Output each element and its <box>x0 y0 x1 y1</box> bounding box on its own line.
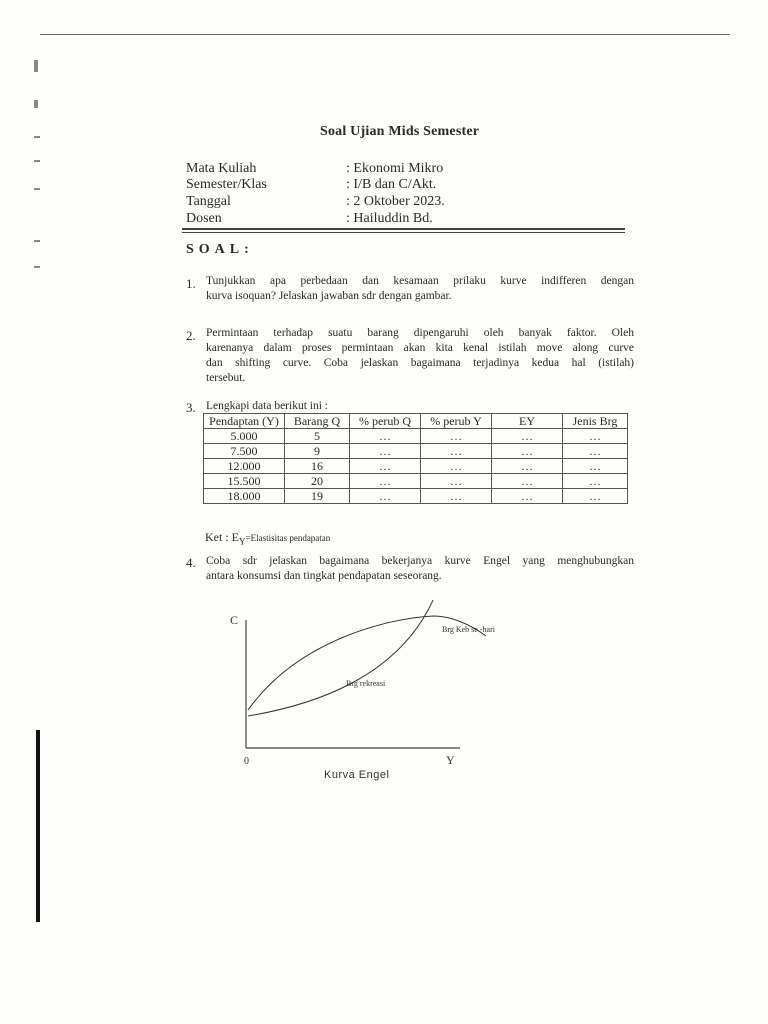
table-note-text: =Elastisitas pendapatan <box>245 533 331 543</box>
field-label-semester: Semester/Klas <box>186 177 267 192</box>
margin-mark <box>34 160 40 162</box>
header-rule <box>182 228 625 230</box>
table-cell: … <box>421 429 492 444</box>
table-row <box>204 459 628 474</box>
margin-mark <box>34 136 40 138</box>
header-rule <box>182 232 625 233</box>
table-cell: … <box>563 474 628 489</box>
table-cell: … <box>563 459 628 474</box>
x-axis-label: Y <box>446 753 455 767</box>
recreation-curve <box>248 600 434 716</box>
table-cell: … <box>563 429 628 444</box>
question-4-line: antara konsumsi dan tingkat pendapatan seseorang. <box>206 570 442 582</box>
table-header-cell: Barang Q <box>285 414 350 429</box>
table-cell: 15.500 <box>204 474 285 489</box>
margin-mark <box>34 188 40 190</box>
table-note-prefix: Ket : E <box>205 530 239 544</box>
question-2-line: tersebut. <box>206 372 246 384</box>
table-cell: 16 <box>285 459 350 474</box>
question-2-line: karenanya dalam proses permintaan akan kita kenal istilah move along curve <box>206 342 634 354</box>
table-cell: 12.000 <box>204 459 285 474</box>
table-cell: … <box>421 459 492 474</box>
table-cell: … <box>350 444 421 459</box>
margin-mark <box>34 100 38 108</box>
table-header-row <box>204 414 628 429</box>
table-cell: … <box>563 444 628 459</box>
table-row <box>204 444 628 459</box>
table-note <box>205 530 330 546</box>
table-cell: … <box>421 474 492 489</box>
table-row <box>204 429 628 444</box>
data-table <box>203 413 628 504</box>
chart-title: Kurva Engel <box>324 769 390 781</box>
engel-curve-chart <box>218 600 578 800</box>
question-4-line: Coba sdr jelaskan bagaimana bekerjanya kurve Engel yang menghubungkan <box>206 555 634 567</box>
table-cell: … <box>350 459 421 474</box>
table-cell: 9 <box>285 444 350 459</box>
table-cell: 18.000 <box>204 489 285 504</box>
field-value-semester: : I/B dan C/Akt. <box>346 177 437 192</box>
field-value-tanggal: : 2 Oktober 2023. <box>346 194 445 209</box>
table-cell: … <box>563 489 628 504</box>
table-header-cell: Pendaptan (Y) <box>204 414 285 429</box>
table-cell: … <box>492 444 563 459</box>
field-label-dosen: Dosen <box>186 211 222 226</box>
page-title: Soal Ujian Mids Semester <box>320 124 480 139</box>
question-2-line: dan shifting curve. Coba jelaskan bagaimana terjadinya kedua hal (istilah) <box>206 357 634 369</box>
table-cell: … <box>350 474 421 489</box>
table-cell: … <box>421 444 492 459</box>
table-cell: 19 <box>285 489 350 504</box>
question-3-line: Lengkapi data berikut ini : <box>206 400 328 412</box>
question-number: 1. <box>186 276 196 291</box>
question-number: 4. <box>186 555 196 570</box>
table-cell: … <box>492 429 563 444</box>
table-cell: 7.500 <box>204 444 285 459</box>
field-value-mata-kuliah: : Ekonomi Mikro <box>346 161 444 176</box>
soal-heading: SOAL: <box>186 242 254 257</box>
question-1-line: Tunjukkan apa perbedaan dan kesamaan prilaku kurve indifferen dengan <box>206 275 634 287</box>
table-cell: … <box>492 459 563 474</box>
table-row <box>204 474 628 489</box>
y-axis-label: C <box>230 613 239 627</box>
necessities-curve-label: Brg Keb se -hari <box>442 625 495 634</box>
field-value-dosen: : Hailuddin Bd. <box>346 211 433 226</box>
field-label-tanggal: Tanggal <box>186 194 231 209</box>
question-1-line: kurva isoquan? Jelaskan jawaban sdr dengan gambar. <box>206 290 452 302</box>
table-cell: … <box>350 489 421 504</box>
table-cell: 5.000 <box>204 429 285 444</box>
table-cell: … <box>492 474 563 489</box>
table-header-cell: % perub Q <box>350 414 421 429</box>
table-header-cell: % perub Y <box>421 414 492 429</box>
origin-label: 0 <box>244 756 249 767</box>
question-number: 3. <box>186 400 196 415</box>
question-number: 2. <box>186 328 196 343</box>
table-cell: … <box>421 489 492 504</box>
table-cell: 5 <box>285 429 350 444</box>
table-cell: 20 <box>285 474 350 489</box>
table-header-cell: Jenis Brg <box>563 414 628 429</box>
scan-margin-bar <box>36 730 40 922</box>
table-header-cell: EY <box>492 414 563 429</box>
margin-mark <box>34 60 38 72</box>
table-cell: … <box>350 429 421 444</box>
table-cell: … <box>492 489 563 504</box>
field-label-mata-kuliah: Mata Kuliah <box>186 161 257 176</box>
margin-mark <box>34 240 40 242</box>
margin-mark <box>34 266 40 268</box>
table-row <box>204 489 628 504</box>
question-2-line: Permintaan terhadap suatu barang dipengaruhi oleh banyak faktor. Oleh <box>206 327 634 339</box>
scan-top-line <box>40 34 730 35</box>
recreation-curve-label: Brg rekreasi <box>346 679 386 688</box>
table-note-subscript: Y <box>239 536 246 547</box>
